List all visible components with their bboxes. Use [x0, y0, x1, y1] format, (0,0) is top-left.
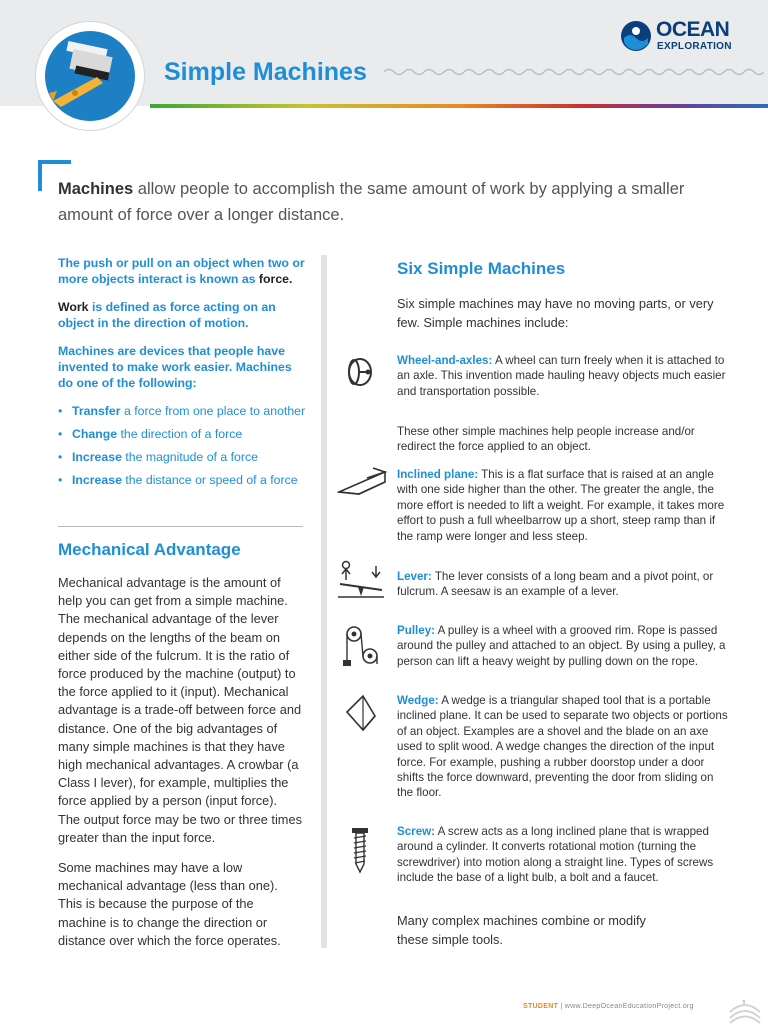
brand-subtitle: EXPLORATION — [657, 41, 732, 52]
work-definition — [58, 299, 308, 331]
list-item-text: the magnitude of a force — [121, 450, 258, 464]
mechanical-advantage-heading: Mechanical Advantage — [58, 540, 241, 559]
footer-url: www.DeepOceanEducationProject.org — [564, 1003, 694, 1010]
screw-description — [397, 824, 729, 886]
six-machines-heading: Six Simple Machines — [397, 259, 566, 278]
inclined-plane-description — [397, 467, 729, 544]
wedge-term: Wedge: — [397, 694, 439, 707]
list-item — [58, 449, 308, 465]
work-term: Work — [58, 300, 89, 314]
mechanical-advantage-paragraph: Mechanical advantage is the amount of help you can get from a simple machine. The mechanical advantage of the lever depends on the lengths of the beam on either side of the fulcrum. It is the ratio of force produced by the machine (output) to the force applied to it (input). Mechanical advantage is a trade-off between force and distance. One of the big advantages of many simple machines is that they have high mechanical advantages. A crowbar (a Class I lever), for example, multiplies the force applied by a person (input force). The output force may be two or three times greater than the input force. — [58, 575, 302, 845]
lever-description — [397, 569, 729, 600]
page-footer — [523, 1003, 694, 1010]
pulley-text: A pulley is a wheel with a grooved rim. Rope is passed around the pulley and attached to an object. By using a pulley, a person can lift a heavy weight by pulling down on the rope. — [397, 624, 726, 668]
mechanical-advantage-body — [58, 574, 302, 962]
screw-term: Screw: — [397, 825, 436, 838]
noaa-logo-icon — [620, 20, 652, 52]
inclined-plane-term: Inclined plane: — [397, 468, 479, 481]
wheel-axle-icon — [344, 356, 376, 388]
intro-text: allow people to accomplish the same amount of work by applying a smaller amount of force over a longer distance. — [58, 180, 685, 224]
lever-text: The lever consists of a long beam and a pivot point, or fulcrum. A seesaw is an example of a lever. — [397, 570, 714, 599]
force-end: . — [289, 272, 293, 286]
machines-definition: Machines are devices that people have invented to make work easier. Machines do one of the following: — [58, 344, 292, 390]
force-text: The push or pull on an object when two or more objects interact is known as — [58, 256, 305, 286]
mechanical-advantage-paragraph: Some machines may have a low mechanical advantage (less than one). This is because the purpose of the machine is to change the direction or distance over which the force operates. — [58, 860, 281, 948]
machine-functions-list — [58, 403, 308, 488]
intro-bold: Machines — [58, 180, 134, 198]
list-item — [58, 472, 308, 488]
brand-name: OCEAN — [656, 18, 730, 41]
list-item-text: a force from one place to another — [120, 404, 306, 418]
column-divider — [321, 255, 327, 948]
list-item-bold: Increase — [72, 450, 122, 464]
screw-text: A screw acts as a long inclined plane that is wrapped around a cylinder. It converts rotational motion (turning the screwdriver) into motion along a straight line. Types of screws include the base of a light bulb, a bolt and a faucet. — [397, 825, 714, 885]
rov-logo-icon — [45, 31, 135, 121]
wedge-description — [397, 693, 729, 801]
wheel-axle-description — [397, 353, 729, 399]
left-column — [58, 255, 308, 495]
other-machines-note: These other simple machines help people increase and/or redirect the force applied to an object. — [397, 425, 695, 454]
closing-statement: Many complex machines combine or modify these simple tools. — [397, 913, 646, 947]
list-item-bold: Increase — [72, 473, 122, 487]
wedge-text: A wedge is a triangular shaped tool that is a portable inclined plane. It can be used to separate two objects or portions of an object. Examples are a shovel and the blade on an axe used to split wood. A wedge changes the direction of the input force. For example, pushing a rubber doorstop under a door shifts the force downward, preventing the door from sliding on the floor. — [397, 694, 728, 800]
pulley-description — [397, 623, 729, 669]
header-color-stripe — [150, 104, 768, 108]
list-item-bold: Change — [72, 427, 118, 441]
footer-label: STUDENT — [523, 1003, 559, 1010]
list-item-text: the direction of a force — [117, 427, 243, 441]
section-divider — [58, 526, 303, 527]
intro-statement — [58, 176, 698, 228]
screw-icon — [350, 826, 370, 874]
pulley-icon — [342, 624, 382, 668]
list-item — [58, 403, 308, 419]
page-wave-icon — [728, 992, 762, 1024]
footer-separator: | — [558, 1003, 565, 1010]
page-title: Simple Machines — [164, 58, 367, 86]
page-number: 1 — [742, 1000, 746, 1007]
list-item — [58, 426, 308, 442]
work-text: is defined as force acting on an object in the direction of motion. — [58, 300, 276, 330]
wheel-axle-text: A wheel can turn freely when it is attached to an axle. This invention made hauling heavy objects much easier and transportation possible. — [397, 354, 726, 398]
force-definition — [58, 255, 308, 287]
lever-icon — [336, 560, 386, 600]
lever-term: Lever: — [397, 570, 432, 583]
pulley-term: Pulley: — [397, 624, 436, 637]
wedge-icon — [343, 694, 379, 734]
inclined-plane-icon — [337, 466, 389, 496]
wheel-axle-term: Wheel-and-axles: — [397, 354, 493, 367]
six-machines-intro: Six simple machines may have no moving parts, or very few. Simple machines include: — [397, 296, 714, 330]
list-item-bold: Transfer — [72, 404, 121, 418]
force-term: force — [258, 272, 289, 286]
title-wave-decoration — [384, 66, 764, 78]
list-item-text: the distance or speed of a force — [121, 473, 298, 487]
inclined-plane-text: This is a flat surface that is raised at an angle with one side higher than the other. The greater the angle, the more effort is needed to lift a weight. For example, it takes more effort to push a full wheelbarrow up a short, steep ramp than if the ramp were longer and less steep. — [397, 468, 725, 543]
